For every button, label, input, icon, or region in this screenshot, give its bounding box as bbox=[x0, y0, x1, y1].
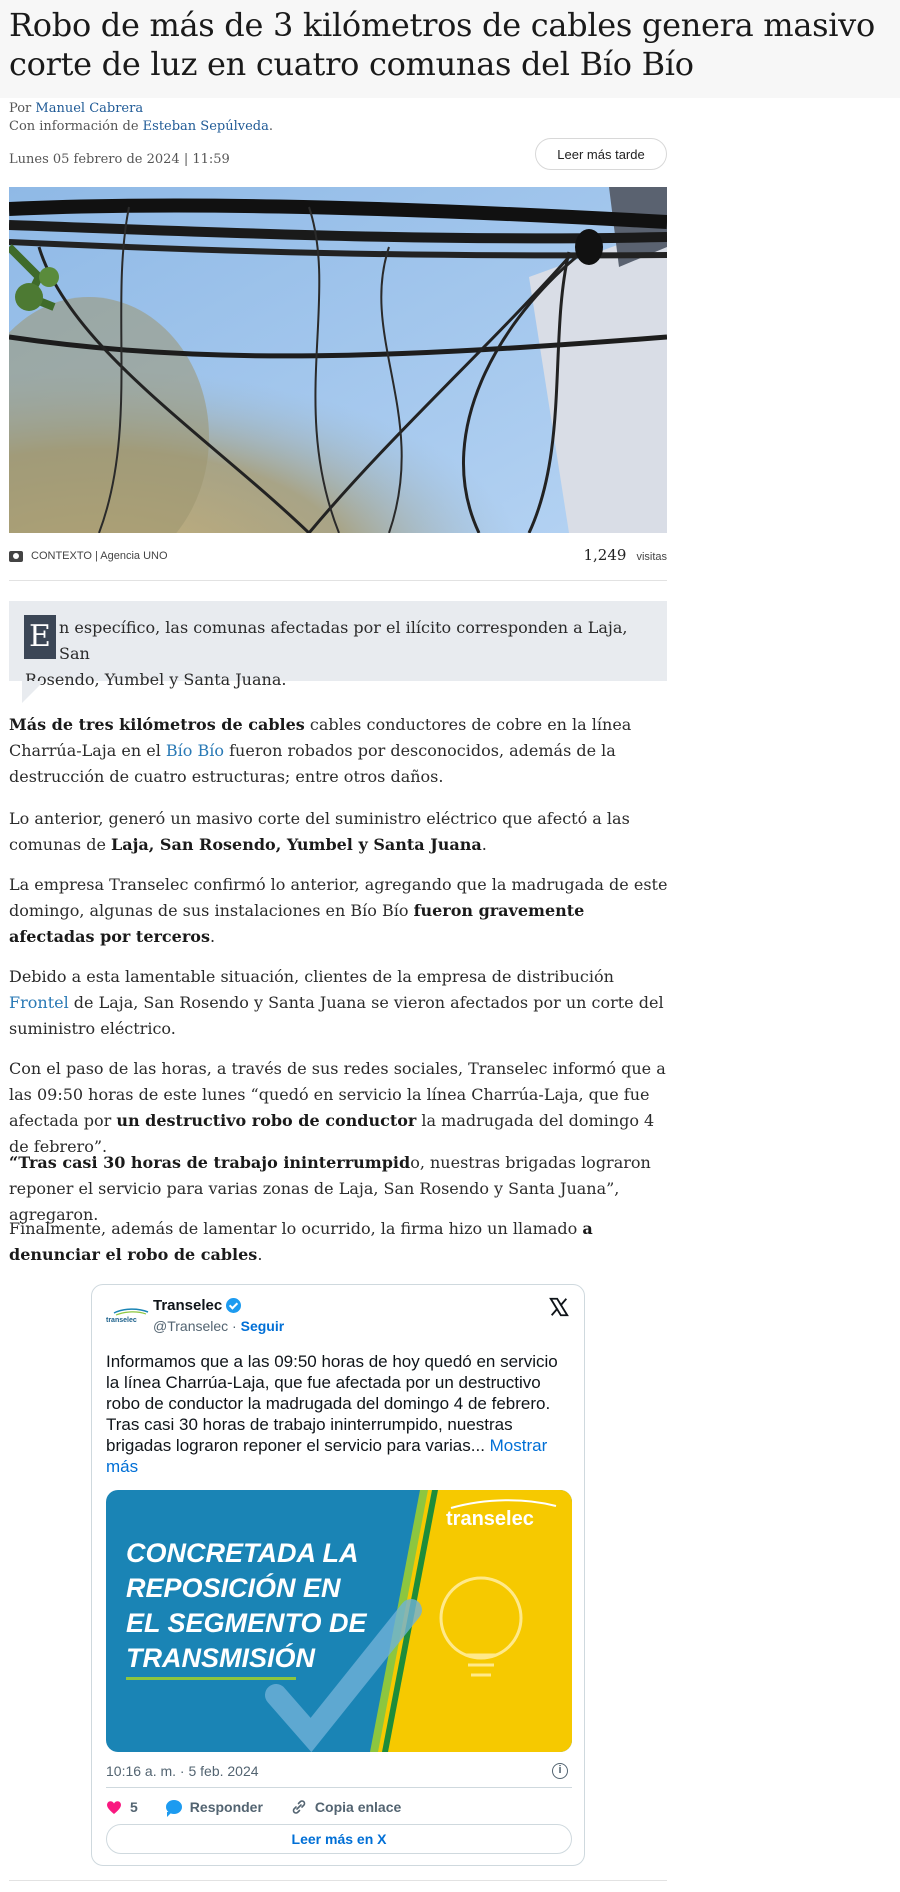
embedded-tweet[interactable] bbox=[91, 1284, 585, 1866]
banner-line-3: EL SEGMENTO DE bbox=[126, 1608, 367, 1638]
lead-box-tail bbox=[22, 681, 44, 703]
info-prefix: Con información de bbox=[9, 119, 143, 134]
p6-text-a: o, nuestras brigadas lograron reponer el servicio para varias zonas de Laja, San Rosendo y Santa Juana”, agregaron. bbox=[9, 1153, 651, 1224]
banner-line-4: TRANSMISIÓN bbox=[126, 1643, 315, 1673]
lead-box bbox=[9, 601, 667, 689]
p5-text-b: la madrugada del domingo 4 de febrero”. bbox=[9, 1111, 655, 1156]
copy-link-label: Copia enlace bbox=[314, 1799, 402, 1815]
info-line bbox=[9, 118, 273, 136]
p6-bold: “Tras casi 30 horas de trabajo ininterrumpid bbox=[9, 1153, 411, 1172]
lead-line-1: n específico, las comunas afectadas por el ilícito corresponden a Laja, San bbox=[59, 618, 628, 663]
info-suffix: . bbox=[268, 119, 274, 134]
lead-line-2: Rosendo, Yumbel y Santa Juana. bbox=[25, 670, 287, 689]
p3-text-a: La empresa Transelec confirmó lo anterior, agregando que la madrugada de este domingo, algunas de sus instalaciones en Bío Bío bbox=[9, 875, 668, 920]
info-author-link[interactable]: Esteban Sepúlveda bbox=[142, 119, 269, 134]
p4-text-a: Debido a esta lamentable situación, clientes de la empresa de distribución bbox=[9, 967, 614, 986]
photo-caption bbox=[9, 550, 168, 562]
p7-text-b: . bbox=[257, 1245, 263, 1264]
p7-text-a: Finalmente, además de lamentar lo ocurrido, la firma hizo un llamado bbox=[9, 1219, 583, 1238]
verified-badge-icon bbox=[226, 1298, 241, 1313]
p2-text-a: Lo anterior, generó un masivo corte del suministro eléctrico que afectó a las comunas de bbox=[9, 809, 630, 854]
bottom-divider bbox=[9, 1880, 667, 1881]
author-link[interactable]: Manuel Cabrera bbox=[35, 101, 144, 116]
reply-bubble-icon bbox=[166, 1800, 182, 1814]
bio-bio-link[interactable]: Bío Bío bbox=[165, 741, 225, 760]
hero-image bbox=[9, 187, 667, 533]
copy-link-action[interactable] bbox=[291, 1799, 401, 1815]
paragraph-1 bbox=[9, 712, 669, 790]
tweet-image[interactable] bbox=[106, 1490, 572, 1752]
byline bbox=[9, 100, 273, 136]
divider bbox=[9, 580, 667, 581]
by-prefix: Por bbox=[9, 101, 36, 116]
lead-text bbox=[25, 615, 649, 693]
p1-bold: Más de tres kilómetros de cables bbox=[9, 715, 305, 734]
dropcap: E bbox=[24, 615, 56, 659]
banner-line-2: REPOSICIÓN EN bbox=[126, 1573, 341, 1603]
read-later-button[interactable]: Leer más tarde bbox=[535, 138, 667, 170]
hero-photo-cables bbox=[9, 187, 667, 533]
tweet-body: Informamos que a las 09:50 horas de hoy quedó en servicio la línea Charrúa-Laja, que fue afectada por un destructivo robo de conductor la madrugada del domingo 4 de febrero. Tras casi 30 horas de trabajo ininterrumpido, nuestras brigadas lograron reponer el servicio para varias... bbox=[106, 1352, 558, 1455]
page-title: Robo de más de 3 kilómetros de cables genera masivo corte de luz en cuatro comunas del Bío Bío bbox=[9, 6, 875, 83]
read-more-on-x-button[interactable]: Leer más en X bbox=[106, 1824, 572, 1854]
paragraph-2 bbox=[9, 806, 669, 858]
banner-line-1: CONCRETADA LA bbox=[126, 1538, 359, 1568]
follow-button[interactable]: Seguir bbox=[240, 1318, 285, 1334]
heart-icon bbox=[106, 1800, 122, 1815]
tweet-divider bbox=[106, 1787, 572, 1788]
author-line bbox=[9, 100, 273, 118]
tweet-text bbox=[106, 1351, 572, 1477]
banner-brand: transelec bbox=[446, 1508, 534, 1530]
visits-count: 1,249 bbox=[583, 546, 627, 564]
paragraph-3 bbox=[9, 872, 669, 950]
info-icon[interactable]: i bbox=[552, 1763, 568, 1779]
camera-icon bbox=[9, 551, 23, 562]
p5-text-a: Con el paso de las horas, a través de sus redes sociales, Transelec informó que a las 09:50 horas de este lunes “quedó en servicio la línea Charrúa-Laja, que fue afectada por bbox=[9, 1059, 666, 1130]
publish-date: Lunes 05 febrero de 2024 | 11:59 bbox=[9, 152, 230, 167]
p1-text-a: cables conductores de cobre en la línea Charrúa-Laja en el bbox=[9, 715, 632, 760]
reply-action[interactable] bbox=[166, 1799, 263, 1815]
p5-bold: un destructivo robo de conductor bbox=[116, 1111, 417, 1130]
like-action[interactable] bbox=[106, 1799, 138, 1815]
link-icon bbox=[291, 1799, 307, 1815]
visits-counter bbox=[583, 546, 667, 564]
p3-text-b: . bbox=[209, 927, 216, 946]
x-logo-icon[interactable] bbox=[548, 1296, 570, 1318]
tweet-handle-line bbox=[153, 1318, 284, 1334]
p2-bold: Laja, San Rosendo, Yumbel y Santa Juana bbox=[111, 835, 482, 854]
visits-label: visitas bbox=[636, 551, 667, 563]
tweet-banner bbox=[106, 1490, 572, 1752]
paragraph-7 bbox=[9, 1216, 669, 1268]
show-more-link[interactable]: Mostrar más bbox=[106, 1436, 548, 1476]
tweet-timestamp[interactable]: 10:16 a. m. · 5 feb. 2024 bbox=[106, 1763, 259, 1779]
paragraph-5 bbox=[9, 1056, 669, 1160]
p2-text-b: . bbox=[481, 835, 487, 854]
p3-bold: fueron gravemente afectadas por terceros bbox=[9, 901, 585, 946]
article-header bbox=[0, 0, 900, 98]
p1-text-b: fueron robados por desconocidos, además de la destrucción de cuatro estructuras; entre otros daños. bbox=[9, 741, 616, 786]
reply-label: Responder bbox=[189, 1799, 263, 1815]
tweet-actions bbox=[106, 1799, 429, 1815]
p7-bold: a denunciar el robo de cables bbox=[9, 1219, 593, 1264]
tweet-handle[interactable]: @Transelec bbox=[153, 1318, 229, 1334]
p4-text-b: de Laja, San Rosendo y Santa Juana se vieron afectados por un corte del suministro eléctrico. bbox=[9, 993, 664, 1038]
transelec-avatar-logo[interactable] bbox=[106, 1307, 150, 1325]
like-count: 5 bbox=[130, 1799, 138, 1815]
paragraph-4 bbox=[9, 964, 669, 1042]
tweet-author[interactable] bbox=[153, 1297, 241, 1314]
tweet-author-name[interactable]: Transelec bbox=[153, 1297, 223, 1314]
photo-credit: CONTEXTO | Agencia UNO bbox=[31, 550, 168, 562]
frontel-link[interactable]: Frontel bbox=[9, 993, 69, 1012]
handle-separator: · bbox=[228, 1318, 241, 1334]
avatar-logo-text: transelec bbox=[106, 1317, 137, 1324]
